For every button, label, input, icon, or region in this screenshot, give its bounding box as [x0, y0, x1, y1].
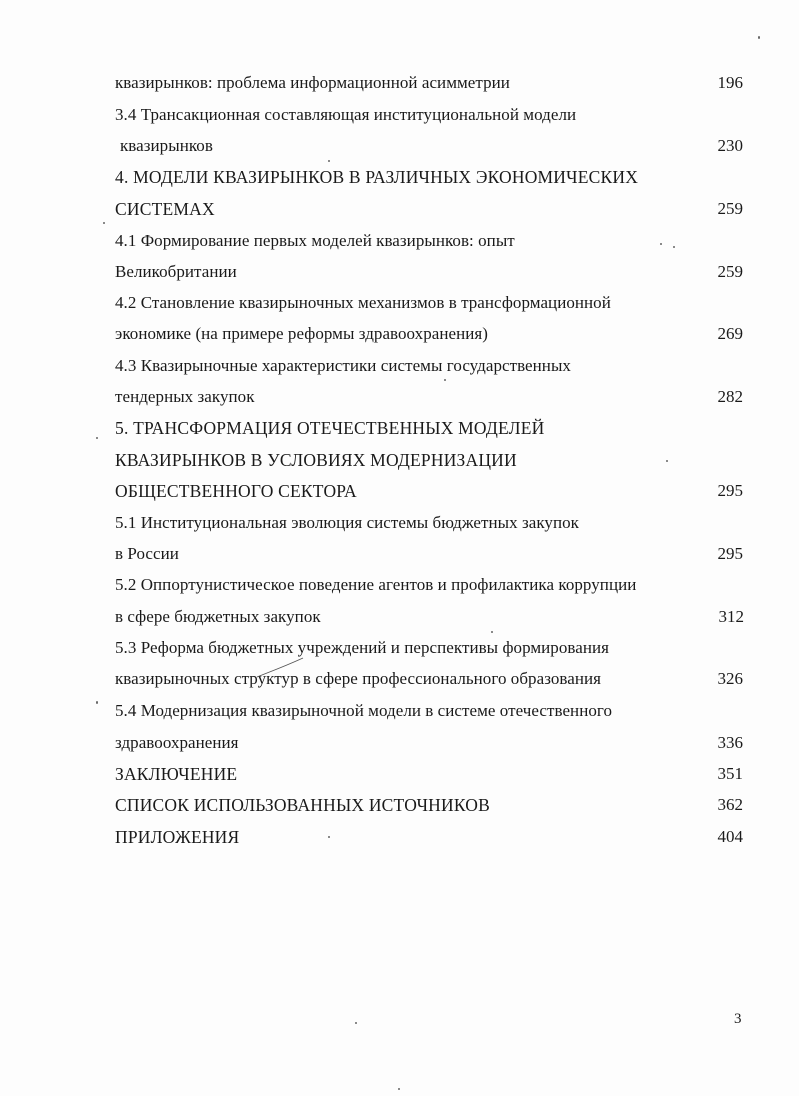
toc-line: здравоохранения: [115, 733, 239, 752]
toc-page-number: 312: [718, 607, 744, 626]
toc-line: в России: [115, 544, 179, 563]
scan-speck: [758, 36, 760, 39]
scan-speck: [96, 701, 98, 704]
scan-speck: [96, 437, 98, 439]
toc-line: в сфере бюджетных закупок: [115, 607, 321, 626]
scan-speck: [666, 460, 668, 462]
toc-line: 4.2 Становление квазирыночных механизмов в трансформационной: [115, 293, 611, 312]
toc-line: квазирынков: [120, 136, 213, 155]
scan-scratch: [255, 650, 305, 680]
toc-section-heading: ПРИЛОЖЕНИЯ: [115, 827, 240, 847]
toc-line: 5.4 Модернизация квазирыночной модели в системе отечественного: [115, 701, 613, 720]
toc-page-number: 326: [717, 669, 743, 688]
toc-line: 3.4 Трансакционная составляющая институциональной модели: [115, 105, 577, 124]
scan-speck: [103, 222, 105, 224]
scan-speck: [355, 1022, 357, 1024]
toc-line: 5.2 Оппортунистическое поведение агентов и профилактика коррупции: [115, 575, 637, 594]
toc-page-number: 351: [717, 764, 743, 783]
scan-speck: [491, 631, 493, 633]
toc-page-number: 336: [717, 733, 743, 752]
toc-line: квазирыночных структур в сфере профессионального образования: [115, 669, 602, 688]
scan-speck: [398, 1088, 400, 1090]
scan-speck: [673, 246, 675, 248]
toc-page-number: 269: [717, 324, 743, 343]
toc-page-number: 282: [717, 387, 743, 406]
toc-line: 4.3 Квазирыночные характеристики системы государственных: [115, 356, 571, 375]
toc-section-heading: 4. МОДЕЛИ КВАЗИРЫНКОВ В РАЗЛИЧНЫХ ЭКОНОМИЧЕСКИХ: [115, 167, 639, 187]
scan-speck: [328, 160, 330, 162]
toc-page-number: 295: [717, 544, 743, 563]
toc-line: 5.1 Институциональная эволюция системы бюджетных закупок: [115, 513, 579, 532]
toc-section-heading: ОБЩЕСТВЕННОГО СЕКТОРА: [115, 481, 357, 501]
toc-page-number: 196: [717, 73, 743, 92]
toc-page-number: 259: [717, 199, 743, 218]
toc-line: 5.3 Реформа бюджетных учреждений и перспективы формирования: [115, 638, 610, 657]
toc-section-heading: 5. ТРАНСФОРМАЦИЯ ОТЕЧЕСТВЕННЫХ МОДЕЛЕЙ: [115, 418, 545, 438]
toc-line: тендерных закупок: [115, 387, 255, 406]
toc-line: квазирынков: проблема информационной асимметрии: [115, 73, 510, 92]
toc-line: 4.1 Формирование первых моделей квазирынков: опыт: [115, 231, 515, 250]
toc-section-heading: ЗАКЛЮЧЕНИЕ: [115, 764, 238, 784]
scan-speck: [444, 379, 446, 381]
toc-page-number: 404: [717, 827, 743, 846]
scan-speck: [328, 836, 330, 838]
scan-speck: [660, 243, 662, 245]
toc-section-heading: КВАЗИРЫНКОВ В УСЛОВИЯХ МОДЕРНИЗАЦИИ: [115, 450, 517, 470]
toc-page-number: 362: [717, 795, 743, 814]
toc-line: Великобритании: [115, 262, 237, 281]
toc-section-heading: СПИСОК ИСПОЛЬЗОВАННЫХ ИСТОЧНИКОВ: [115, 795, 491, 815]
toc-line: экономике (на примере реформы здравоохранения): [115, 324, 488, 343]
toc-section-heading: СИСТЕМАХ: [115, 199, 215, 219]
toc-page-number: 259: [717, 262, 743, 281]
toc-page-number: 230: [717, 136, 743, 155]
footer-page-number: 3: [734, 1011, 742, 1027]
toc-page-number: 295: [717, 481, 743, 500]
